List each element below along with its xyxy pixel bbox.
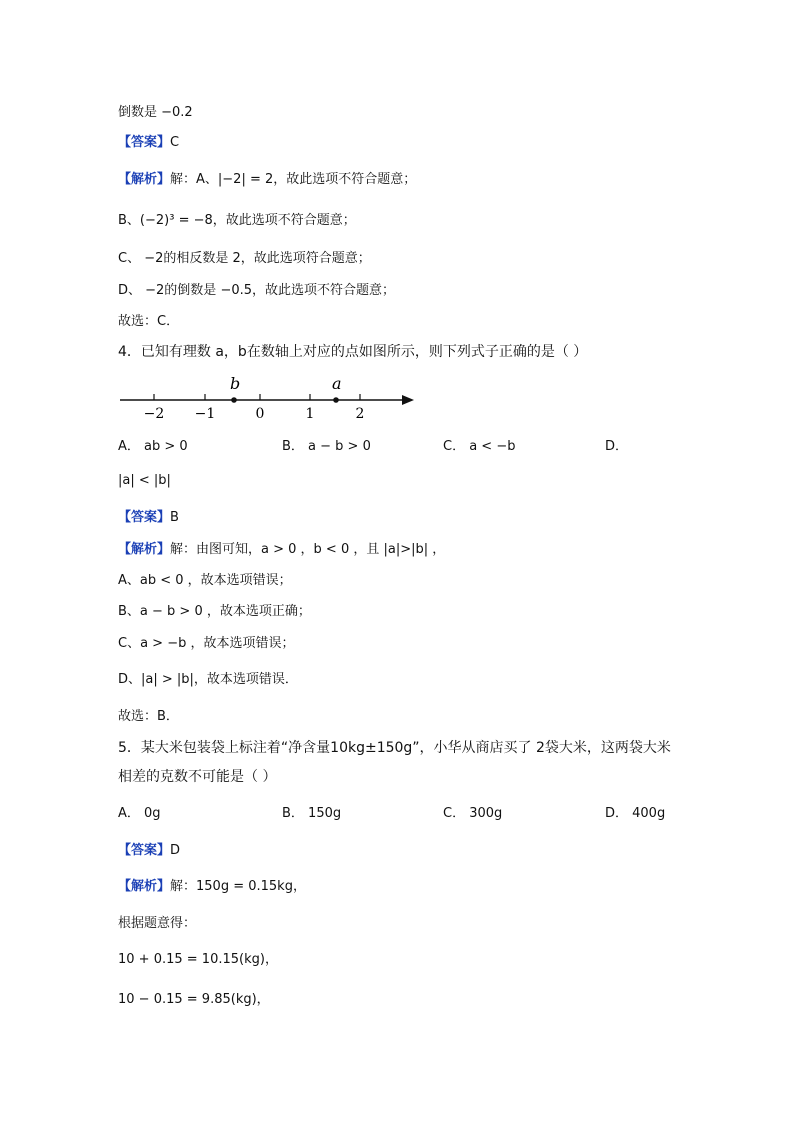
point-b-label: b <box>230 374 241 393</box>
analysis-option-d: D、 −2的倒数是 −0.5，故此选项不符合题意； <box>118 283 396 298</box>
option-b: B． a − b > 0 <box>282 439 371 454</box>
point-a <box>333 397 339 403</box>
option-d: D． <box>605 439 629 454</box>
question-5-stem-cont: 相差的克数不可能是（ ） <box>118 769 277 785</box>
answer-line <box>118 841 180 861</box>
analysis-line <box>118 170 416 190</box>
answer-value: C <box>170 135 180 150</box>
analysis-option-b: B、a − b > 0 ，故本选项正确； <box>118 604 311 619</box>
answer-line <box>118 508 179 528</box>
analysis-option-d: D、|a| > |b|，故本选项错误． <box>118 672 298 687</box>
answer-line <box>118 133 179 153</box>
text-line: 倒数是 −0.2 <box>118 105 193 120</box>
answer-value: B <box>170 510 179 525</box>
option-b: B． 150g <box>282 806 342 821</box>
analysis-text: 解：由图可知，a > 0 ，b < 0 ，且 |a|>|b| ， <box>170 542 446 557</box>
analysis-option-c: C、a > −b ，故本选项错误； <box>118 636 295 651</box>
question-5-stem: 5．某大米包装袋上标注着“净含量10kg±150g”，小华从商店买了 2袋大米，这两袋大米 <box>118 740 671 756</box>
number-line-figure <box>116 370 426 426</box>
option-a: A． 0g <box>118 806 161 821</box>
analysis-conclusion: 故选：C． <box>118 314 180 329</box>
tick-label: −1 <box>194 406 216 422</box>
analysis-tag: 【解析】 <box>118 542 171 557</box>
point-a-label: a <box>332 374 342 393</box>
analysis-tag: 【解析】 <box>118 879 171 894</box>
arrow-right-icon <box>402 395 414 405</box>
analysis-conclusion: 故选：B． <box>118 709 179 724</box>
tick-label: −2 <box>143 406 165 422</box>
option-c: C． 300g <box>443 806 503 821</box>
analysis-step: 根据题意得： <box>118 916 197 931</box>
question-4-stem: 4．已知有理数 a，b在数轴上对应的点如图所示，则下列式子正确的是（ ） <box>118 344 588 360</box>
analysis-option-a: A、ab < 0 ，故本选项错误； <box>118 573 292 588</box>
answer-tag: 【答案】 <box>118 843 171 858</box>
analysis-step: 10 + 0.15 = 10.15(kg)， <box>118 952 278 967</box>
option-d-continuation: |a| < |b| <box>118 473 171 488</box>
option-a: A． ab > 0 <box>118 439 188 454</box>
analysis-text: 解：A、|−2| = 2，故此选项不符合题意； <box>170 172 417 187</box>
analysis-option-c: C、 −2的相反数是 2，故此选项符合题意； <box>118 251 371 266</box>
analysis-text: 解：150g = 0.15kg， <box>170 879 306 894</box>
analysis-option-b: B、(−2)³ = −8，故此选项不符合题意； <box>118 213 356 228</box>
tick-label: 2 <box>355 406 365 422</box>
analysis-line <box>118 540 445 560</box>
analysis-line <box>118 877 306 897</box>
answer-tag: 【答案】 <box>118 135 171 150</box>
analysis-tag: 【解析】 <box>118 172 171 187</box>
analysis-step: 10 − 0.15 = 9.85(kg)， <box>118 992 270 1007</box>
answer-value: D <box>170 843 181 858</box>
tick-label: 0 <box>255 406 265 422</box>
point-b <box>231 397 237 403</box>
option-c: C． a < −b <box>443 439 516 454</box>
answer-tag: 【答案】 <box>118 510 171 525</box>
option-d: D． 400g <box>605 806 666 821</box>
tick-label: 1 <box>305 406 315 422</box>
